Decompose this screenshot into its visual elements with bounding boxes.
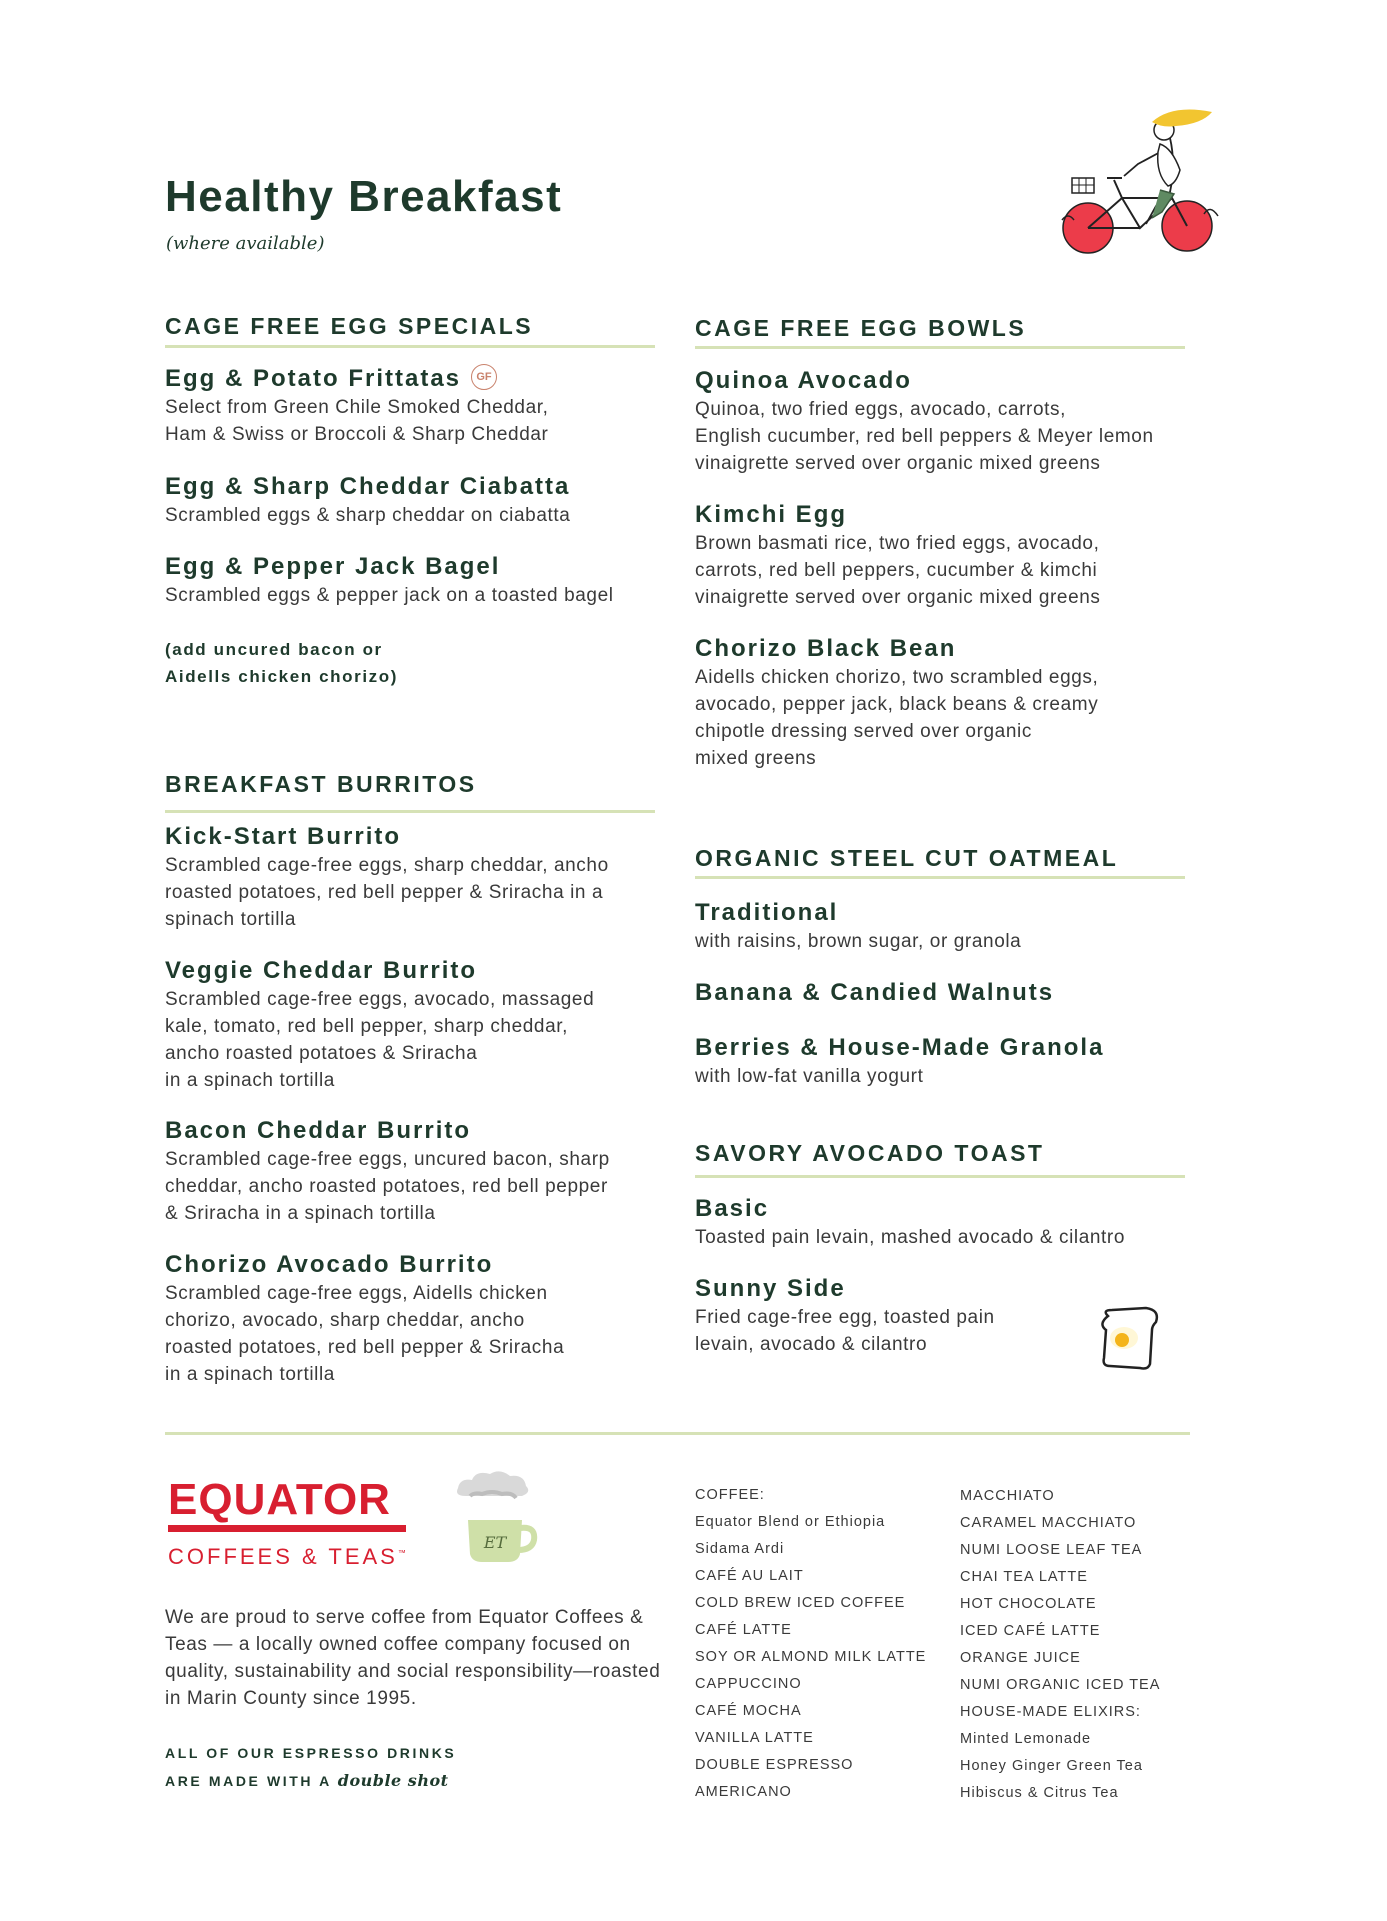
- menu-item-description: Select from Green Chile Smoked Cheddar, Ham & Swiss or Broccoli & Sharp Cheddar: [165, 397, 549, 445]
- gluten-free-badge: GF: [471, 364, 497, 390]
- drinks-list-col2: [960, 1483, 1160, 1807]
- drink-item: Equator Blend or Ethiopia: [695, 1514, 886, 1530]
- section-divider: [695, 346, 1185, 349]
- menu-item-description: Brown basmati rice, two fried eggs, avocado, carrots, red bell peppers, cucumber & kimchi vinaigrette served over organic mixed greens: [695, 533, 1101, 608]
- drink-item: HOT CHOCOLATE: [960, 1596, 1097, 1612]
- menu-item-description: with low-fat vanilla yogurt: [695, 1066, 924, 1087]
- drink-item: CHAI TEA LATTE: [960, 1569, 1088, 1585]
- page-title: Healthy Breakfast: [165, 172, 563, 221]
- drink-item: CAFÉ LATTE: [695, 1622, 792, 1638]
- drink-item: Honey Ginger Green Tea: [960, 1758, 1143, 1774]
- drinks-list-col1: [695, 1482, 926, 1806]
- menu-item-name: Chorizo Avocado Burrito: [165, 1251, 494, 1278]
- menu-item-name: Chorizo Black Bean: [695, 635, 957, 662]
- menu-item-name: Veggie Cheddar Burrito: [165, 957, 478, 984]
- double-shot-script: double shot: [337, 1771, 449, 1790]
- menu-item-description: Scrambled eggs & sharp cheddar on ciabatta: [165, 505, 571, 526]
- menu-item-description: Toasted pain levain, mashed avocado & cilantro: [695, 1227, 1126, 1248]
- section-heading-avocado-toast: SAVORY AVOCADO TOAST: [695, 1140, 1045, 1166]
- menu-item-description: Scrambled cage-free eggs, avocado, massaged kale, tomato, red bell pepper, sharp cheddar, ancho roasted potatoes & Sriracha in a spinach tortilla: [165, 989, 595, 1091]
- about-equator-text: We are proud to serve coffee from Equator Coffees & Teas — a locally owned coffee company focused on quality, sustainability and social responsibility—roasted in Marin County since 1995.: [165, 1607, 661, 1709]
- menu-item-description: Scrambled eggs & pepper jack on a toasted bagel: [165, 585, 614, 606]
- menu-item-name: Egg & Pepper Jack Bagel: [165, 553, 501, 580]
- equator-wordmark: EQUATOR: [168, 1475, 391, 1524]
- equator-logo-bar: [168, 1525, 406, 1532]
- section-divider: [695, 1175, 1185, 1178]
- drink-item: Minted Lemonade: [960, 1731, 1092, 1747]
- footer-divider: [165, 1432, 1190, 1435]
- drink-item: COFFEE:: [695, 1487, 765, 1503]
- drink-item: HOUSE-MADE ELIXIRS:: [960, 1704, 1141, 1720]
- drink-item: VANILLA LATTE: [695, 1730, 814, 1746]
- drink-item: ICED CAFÉ LATTE: [960, 1623, 1101, 1639]
- menu-item-name: Egg & Potato Frittatas GF: [165, 365, 497, 393]
- drink-item: CAFÉ MOCHA: [695, 1703, 802, 1719]
- drink-item: ORANGE JUICE: [960, 1650, 1081, 1666]
- section-divider: [165, 810, 655, 813]
- add-on-note: (add uncured bacon or Aidells chicken chorizo): [165, 640, 399, 686]
- menu-item-name: Banana & Candied Walnuts: [695, 979, 1055, 1006]
- drink-item: COLD BREW ICED COFFEE: [695, 1595, 906, 1611]
- menu-item-description: Fried cage-free egg, toasted pain levain, avocado & cilantro: [695, 1307, 995, 1355]
- section-divider: [695, 876, 1185, 879]
- drink-item: CARAMEL MACCHIATO: [960, 1515, 1137, 1531]
- coffee-cup-illustration: [452, 1468, 542, 1566]
- toast-egg-illustration: [1094, 1306, 1164, 1372]
- drink-item: AMERICANO: [695, 1784, 792, 1800]
- drink-item: SOY OR ALMOND MILK LATTE: [695, 1649, 927, 1665]
- drink-item: NUMI LOOSE LEAF TEA: [960, 1542, 1143, 1558]
- drink-item: CAPPUCCINO: [695, 1676, 802, 1692]
- menu-item-name: Berries & House-Made Granola: [695, 1034, 1105, 1061]
- menu-item-name: Kick-Start Burrito: [165, 823, 402, 850]
- menu-item-description: with raisins, brown sugar, or granola: [695, 931, 1022, 952]
- cup-initials: ET: [483, 1533, 507, 1552]
- drink-item: DOUBLE ESPRESSO: [695, 1757, 854, 1773]
- section-heading-burritos: BREAKFAST BURRITOS: [165, 771, 477, 797]
- drink-item: Hibiscus & Citrus Tea: [960, 1785, 1119, 1801]
- menu-item-name: Bacon Cheddar Burrito: [165, 1117, 472, 1144]
- menu-item-description: Scrambled cage-free eggs, uncured bacon, sharp cheddar, ancho roasted potatoes, red bell pepper & Sriracha in a spinach tortilla: [165, 1149, 610, 1224]
- menu-item-name: Egg & Sharp Cheddar Ciabatta: [165, 473, 571, 500]
- drink-item: CAFÉ AU LAIT: [695, 1568, 804, 1584]
- drink-item: Sidama Ardi: [695, 1541, 785, 1557]
- bicycle-rider-illustration: [1052, 100, 1232, 265]
- menu-item-name: Sunny Side: [695, 1275, 846, 1302]
- menu-item-name: Basic: [695, 1195, 770, 1222]
- equator-tagline: COFFEES & TEAS™: [168, 1544, 406, 1569]
- menu-item-name: Quinoa Avocado: [695, 367, 912, 394]
- section-heading-egg-bowls: CAGE FREE EGG BOWLS: [695, 315, 1027, 341]
- section-heading-egg-specials: CAGE FREE EGG SPECIALS: [165, 313, 534, 339]
- section-divider: [165, 345, 655, 348]
- menu-item-name: Traditional: [695, 899, 839, 926]
- drink-item: MACCHIATO: [960, 1488, 1055, 1504]
- menu-item-description: Quinoa, two fried eggs, avocado, carrots, English cucumber, red bell peppers & Meyer lemon vinaigrette served over organic mixed greens: [695, 399, 1154, 474]
- page-subtitle: (where available): [166, 233, 325, 254]
- drink-item: NUMI ORGANIC ICED TEA: [960, 1677, 1161, 1693]
- menu-item-description: Aidells chicken chorizo, two scrambled eggs, avocado, pepper jack, black beans & creamy chipotle dressing served over organic mixed greens: [695, 667, 1099, 769]
- equator-logo: [168, 1475, 408, 1570]
- menu-item-name: Kimchi Egg: [695, 501, 848, 528]
- section-heading-oatmeal: ORGANIC STEEL CUT OATMEAL: [695, 845, 1119, 871]
- menu-item-description: Scrambled cage-free eggs, sharp cheddar, ancho roasted potatoes, red bell pepper & Sriracha in a spinach tortilla: [165, 855, 609, 930]
- menu-item-description: Scrambled cage-free eggs, Aidells chicken chorizo, avocado, sharp cheddar, ancho roasted potatoes, red bell pepper & Sriracha in a spinach tortilla: [165, 1283, 565, 1385]
- espresso-note: ALL OF OUR ESPRESSO DRINKS ARE MADE WITH A double shot: [165, 1745, 457, 1790]
